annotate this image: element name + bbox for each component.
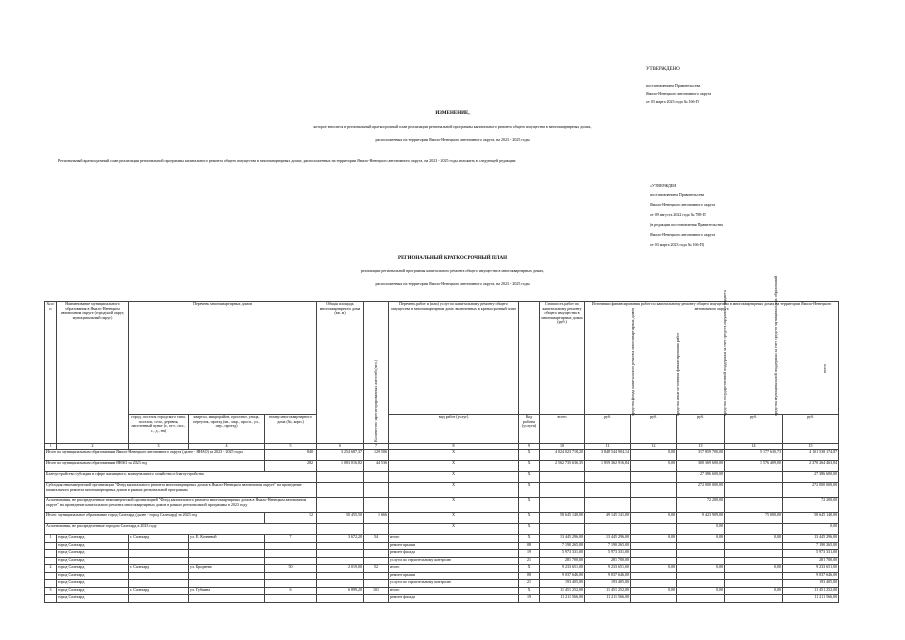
cell-f2: 0,00 (631, 461, 677, 472)
cell-f2 (631, 550, 677, 558)
cell-area (317, 472, 364, 483)
cell-f2 (631, 483, 677, 498)
cell-people (364, 595, 389, 603)
table-row (45, 450, 839, 461)
cell-area (317, 542, 364, 550)
head-house: номер многоквартирного дома (№, корп.) (265, 415, 317, 444)
cell-f5: 272 000 000,00 (783, 483, 839, 498)
cell-f2: 0,00 (631, 513, 677, 524)
cell-f2: 0,00 (631, 535, 677, 543)
table-row (45, 565, 839, 573)
table-row (45, 535, 839, 543)
cell-street (189, 572, 265, 580)
cell-f4 (725, 542, 783, 550)
cell-total: 9 233 651,00 (540, 565, 585, 573)
row-summary-label: Итого по муниципальным образованиям Ямало-Ненецкого автономного округа (далее - ЯНАО) за 2023 - 2025 годы (45, 450, 265, 461)
head-unit-4: руб. (725, 415, 783, 444)
title-line-2: расположенных на территории Ямало-Ненецкого автономного округа, на 2023 - 2025 годы (375, 137, 530, 142)
cell-f2 (631, 472, 677, 483)
cell-work: итого (389, 535, 519, 543)
cell-people (364, 524, 389, 535)
cell-f3: 72 200,00 (677, 498, 725, 513)
cell-n: 2 (45, 565, 57, 573)
cell-area (317, 498, 364, 513)
plan-title: РЕГИОНАЛЬНЫЙ КРАТКОСРОЧНЫЙ ПЛАН (398, 256, 507, 261)
head-city: город, поселок городского типа, поселок, село, деревня, населенный пункт (г., пгт., пос., с., д., нп) (129, 415, 189, 444)
cell-mo: город Салехард (57, 587, 129, 595)
cell-f4 (725, 572, 783, 580)
cell-work: итого (389, 565, 519, 573)
head-sub-work: вид работ (услуг) (389, 415, 519, 444)
fin-col-1-label: средства фонда капитального ремонта многоквартирных домов (630, 307, 635, 416)
head-works-group: Перечень работ и (или) услуг по капитальному ремонту общего имущества в многоквартирном доме, включенных в краткосрочный план (389, 302, 519, 415)
cell-f3: 9 423 909,00 (677, 513, 725, 524)
head-unit-1: руб. (585, 415, 631, 444)
cell-f1: 7 190 265,00 (585, 542, 631, 550)
approved2-line-4: (в редакции постановления Правительства (650, 222, 723, 227)
cell-f5: 281 700,00 (783, 557, 839, 565)
approved2-line-6: от 03 марта 2023 года № 166-П) (650, 242, 705, 247)
cell-f1: 281 700,00 (585, 557, 631, 565)
cell-f5: 9 037 646,00 (783, 572, 839, 580)
column-number: 2 (57, 444, 129, 450)
intro-paragraph: Региональный краткосрочный план реализации региональной программы капитального ремонта общего имущества в многоквартирных домах, расположенных на территории Ямало-Ненецкого автономного округа, на 2023 - 2025 годы изложить в следующей редакции: (58, 158, 517, 163)
table-row (45, 513, 839, 524)
approved-line-1: постановлением Правительства (646, 83, 701, 88)
row-summary-label: Благоустройство субсидия в сфере жилищного, коммунального хозяйства и благоустройства (45, 472, 317, 483)
cell-mo: город Салехард (57, 535, 129, 543)
cell-f5: 2 370 264 463,84 (783, 461, 839, 472)
cell-code: X (519, 565, 540, 573)
cell-area: 1 083 016,82 (317, 461, 364, 472)
cell-people: 54 (364, 535, 389, 543)
cell-f4: 1 576 409,00 (725, 461, 783, 472)
cell-house: 7 (265, 535, 317, 543)
column-number: 15 (783, 444, 839, 450)
cell-area: 3 254 687,37 (317, 450, 364, 461)
cell-f1 (585, 472, 631, 483)
cell-people (364, 550, 389, 558)
column-number: 14 (725, 444, 783, 450)
column-number: 13 (677, 444, 725, 450)
cell-total: 58 645 140,00 (540, 513, 585, 524)
cell-street (189, 550, 265, 558)
cell-code: 21 (519, 580, 540, 588)
cell-code: X (519, 587, 540, 595)
cell-f3: 300 369 600,00 (677, 461, 725, 472)
cell-total (540, 498, 585, 513)
cell-n: 3 (45, 587, 57, 595)
cell-f2: 0,00 (631, 565, 677, 573)
row-summary-label: Итого по муниципальным образованиям ЯНАО за 2023 год (45, 461, 265, 472)
cell-f5: 0,00 (783, 524, 839, 535)
cell-area (317, 595, 364, 603)
approved-line-2: Ямало-Ненецкого автономного округа (646, 91, 712, 96)
cell-city (129, 542, 189, 550)
cell-street (189, 542, 265, 550)
cell-f4: 5 177 630,73 (725, 450, 783, 461)
cell-f3 (677, 595, 725, 603)
cell-work: X (389, 472, 519, 483)
cell-f4: 75 000,00 (725, 513, 783, 524)
cell-work: ремонт крыши (389, 572, 519, 580)
cell-mo: город Салехард (57, 565, 129, 573)
approved-line-3: от 03 марта 2023 года № 166-П (646, 99, 699, 104)
cell-f5: 9 233 651,00 (783, 565, 839, 573)
plan-line-2: расположенных на территории Ямало-Ненецкого автономного округа, на 2023 - 2025 годы (375, 281, 530, 286)
head-sub-total: всего (540, 415, 585, 444)
cell-f5: 11 211 566,00 (783, 595, 839, 603)
cell-area (317, 580, 364, 588)
cell-code: X (519, 472, 540, 483)
cell-people (364, 542, 389, 550)
row-summary-label: Ассигнования, не распределенные городом Салехард в 2023 году (45, 524, 317, 535)
cell-area (317, 550, 364, 558)
cell-city (129, 580, 189, 588)
column-number: 5 (265, 444, 317, 450)
cell-work: X (389, 524, 519, 535)
cell-f5: 4 101 538 174,87 (783, 450, 839, 461)
cell-house (265, 572, 317, 580)
column-number: 4 (189, 444, 265, 450)
cell-n (45, 572, 57, 580)
cell-house: 6 (265, 587, 317, 595)
cell-street: ул. Броднева (189, 565, 265, 573)
table-row (45, 572, 839, 580)
column-number: 3 (129, 444, 189, 450)
cell-street: ул. Е. Кочневой (189, 535, 265, 543)
cell-house: 282 (307, 460, 314, 465)
cell-work: X (389, 461, 519, 472)
cell-area: 6 899,20 (317, 587, 364, 595)
cell-f4: 0,00 (725, 587, 783, 595)
cell-total: 2 562 735 636,35 (540, 461, 585, 472)
approved2-line-1: постановлением Правительства (650, 192, 705, 197)
cell-total: 11 211 566,00 (540, 595, 585, 603)
cell-people (364, 472, 389, 483)
cell-f1 (585, 483, 631, 498)
head-mo: Наименование муниципального образования в Ямало-Ненецком автономном округе (городской округ, муниципальный округ) (57, 302, 129, 444)
cell-f4 (725, 595, 783, 603)
cell-total (540, 524, 585, 535)
cell-house (265, 557, 317, 565)
cell-area (317, 557, 364, 565)
fin-col-2-label: средства иные источники финансирования работ (675, 332, 680, 416)
cell-area: 3 672,20 (317, 535, 364, 543)
plan-line-1: реализации региональной программы капитального ремонта общего имущества в многоквартирных домах, (360, 268, 545, 273)
column-number: 1 (45, 444, 57, 450)
cell-house (265, 542, 317, 550)
cell-code: X (519, 513, 540, 524)
table-row (45, 550, 839, 558)
cell-f4: 0,00 (725, 565, 783, 573)
cell-f1: 5 973 331,00 (585, 550, 631, 558)
table-row (45, 483, 839, 498)
cell-n (45, 542, 57, 550)
cell-f3: 272 000 000,00 (677, 483, 725, 498)
cell-f1: 11 211 566,00 (585, 595, 631, 603)
cell-total: 11 451 252,00 (540, 587, 585, 595)
cell-mo: город Салехард (57, 550, 129, 558)
cell-code: X (519, 450, 540, 461)
cell-total: 5 973 331,00 (540, 550, 585, 558)
cell-f1: 11 451 252,00 (585, 587, 631, 595)
table-row (45, 557, 839, 565)
cell-f2 (631, 572, 677, 580)
cell-area (317, 483, 364, 498)
column-number: 9 (519, 444, 540, 450)
cell-code: 21 (519, 557, 540, 565)
cell-people (364, 580, 389, 588)
cell-f5: 13 445 296,00 (783, 535, 839, 543)
cell-city (129, 595, 189, 603)
cell-f1 (585, 498, 631, 513)
cell-area (317, 524, 364, 535)
cell-f2 (631, 524, 677, 535)
cell-people (364, 498, 389, 513)
cell-f2 (631, 595, 677, 603)
table-row (45, 595, 839, 603)
cell-f3 (677, 550, 725, 558)
head-unit-5: руб. (783, 415, 839, 444)
cell-f1: 193 405,00 (585, 580, 631, 588)
cell-mo: город Салехард (57, 542, 129, 550)
cell-n (45, 557, 57, 565)
table-row (45, 542, 839, 550)
table-row (45, 587, 839, 595)
head-sub-code: Код работы (услуги) (519, 415, 540, 444)
cell-total: 281 700,00 (540, 557, 585, 565)
column-number: 10 (540, 444, 585, 450)
cell-code: 19 (519, 595, 540, 603)
cell-total: 193 405,00 (540, 580, 585, 588)
cell-mo: город Салехард (57, 595, 129, 603)
cell-f1: 13 445 296,00 (585, 535, 631, 543)
cell-people (364, 483, 389, 498)
cell-code: X (519, 535, 540, 543)
row-summary-label: Итого: муниципальное образование город Салехард (далее - город Салехард) за 2023 год (45, 513, 265, 524)
cell-code: X (519, 498, 540, 513)
head-people: Количество зарегистрированных жителей (чел.) (364, 302, 389, 444)
cell-total: 13 445 296,00 (540, 535, 585, 543)
cell-area (317, 572, 364, 580)
cell-city: г. Салехард (129, 565, 189, 573)
cell-people: 52 (364, 565, 389, 573)
cell-f3: 0,00 (677, 535, 725, 543)
approved2-line-3: от 09 августа 2022 года № 788-П (650, 212, 706, 217)
head-unit-3: руб. (677, 415, 725, 444)
cell-f5: 7 190 265,00 (783, 542, 839, 550)
table-row (45, 461, 839, 472)
cell-mo: город Салехард (57, 580, 129, 588)
cell-f3: 317 859 700,00 (677, 450, 725, 461)
cell-f1: 3 848 544 904,14 (585, 450, 631, 461)
cell-city (129, 572, 189, 580)
cell-house: 12 (309, 512, 314, 517)
cell-f2 (631, 580, 677, 588)
cell-work: X (389, 513, 519, 524)
cell-house: 840 (307, 449, 314, 454)
cell-n (45, 550, 57, 558)
fin-col-5-label: всего (822, 363, 827, 373)
approved-stamp: УТВЕРЖДЕНО (646, 67, 680, 72)
approved2-line-5: Ямало-Ненецкого автономного округа (650, 232, 716, 237)
cell-f5: 27 386 600,00 (783, 472, 839, 483)
cell-f5: 72 200,00 (783, 498, 839, 513)
fin-col-4-label: средства муниципальной поддержки за счет средств муниципальных образований (773, 275, 778, 416)
cell-f5: 5 973 331,00 (783, 550, 839, 558)
cell-f3: 0,00 (677, 565, 725, 573)
cell-street (189, 580, 265, 588)
cell-f3 (677, 580, 725, 588)
cell-f4 (725, 524, 783, 535)
cell-house (265, 580, 317, 588)
cell-f3 (677, 542, 725, 550)
cell-f4: 0,00 (725, 535, 783, 543)
cell-f1: 49 145 141,00 (585, 513, 631, 524)
cell-f2: 0,00 (631, 587, 677, 595)
table-row (45, 498, 839, 513)
cell-mo: город Салехард (57, 557, 129, 565)
cell-f3 (677, 572, 725, 580)
cell-n: 1 (45, 535, 57, 543)
cell-code: 19 (519, 550, 540, 558)
cell-work: услуги по строительному контролю (389, 580, 519, 588)
cell-f1: 1 859 362 916,84 (585, 461, 631, 472)
table-row (45, 524, 839, 535)
row-summary-label: Субсидия некоммерческой организации "Фонд капитального ремонта многоквартирных домов в Ямало-Ненецком автономном округе" на проведение капитального ремонта многоквартирных домов в рамках региональной программы (45, 483, 317, 498)
head-cost-group: Стоимость работ по капитальному ремонту общего имущества в многоквартирных домах (руб.) (540, 302, 585, 415)
cell-house (265, 595, 317, 603)
cell-street: ул. Губкина (189, 587, 265, 595)
cell-mo: город Салехард (57, 572, 129, 580)
cell-f3: 27 386 600,00 (677, 472, 725, 483)
cell-f4 (725, 580, 783, 588)
cell-f1 (585, 524, 631, 535)
cell-work: услуги по строительному контролю (389, 557, 519, 565)
fin-col-3-label: средства государственной поддержки за счет средств окружного бюджета (722, 290, 727, 416)
cell-n (45, 580, 57, 588)
cell-f4 (725, 550, 783, 558)
column-number: 8 (389, 444, 519, 450)
cell-work: ремонт крыши (389, 542, 519, 550)
cell-work: ремонт фасада (389, 550, 519, 558)
cell-people (364, 572, 389, 580)
cell-work: итого (389, 587, 519, 595)
approved2-title: «УТВЕРЖДЕН (650, 183, 677, 188)
head-unit-2: руб. (631, 415, 677, 444)
row-summary-label: Ассигнования, не распределенные некоммерческой организацией "Фонд капитального ремонта многоквартирных домов в Ямало-Ненецком автономном округе" на проведение капитального ремонта многоквартирных домов в рамках региональной программы в 2023 году (45, 498, 317, 513)
table-row (45, 472, 839, 483)
cell-f4 (725, 557, 783, 565)
cell-work: ремонт фасада (389, 595, 519, 603)
table-body (45, 444, 839, 603)
cell-f2 (631, 542, 677, 550)
cell-n (45, 595, 57, 603)
cell-f5: 58 645 140,00 (783, 513, 839, 524)
cell-total: 7 190 265,00 (540, 542, 585, 550)
cell-total: 9 037 646,00 (540, 572, 585, 580)
cell-total (540, 472, 585, 483)
cell-street (189, 557, 265, 565)
cell-area: 2 019,00 (317, 565, 364, 573)
head-address-group: Перечень многоквартирных домов (129, 302, 317, 415)
cell-code: 08 (519, 542, 540, 550)
approved2-line-2: Ямало-Ненецкого автономного округа (650, 202, 716, 207)
cell-people: 129 506 (364, 450, 389, 461)
cell-f2 (631, 557, 677, 565)
head-works-spacer (519, 302, 540, 415)
column-number: 12 (631, 444, 677, 450)
cell-f4 (725, 472, 783, 483)
cell-code: X (519, 483, 540, 498)
cell-f2 (631, 498, 677, 513)
cell-f4 (725, 498, 783, 513)
cell-f1: 9 037 646,00 (585, 572, 631, 580)
table-row (45, 580, 839, 588)
cell-f3 (677, 557, 725, 565)
cell-work: X (389, 483, 519, 498)
cell-city: г. Салехард (129, 535, 189, 543)
cell-city: г. Салехард (129, 587, 189, 595)
head-street: квартал, микрорайон, проспект, улица, переулок, проезд (кв., мкр., просп., ул., пер., проезд) (189, 415, 265, 444)
cell-f1: 9 233 651,00 (585, 565, 631, 573)
column-number: 6 (317, 444, 364, 450)
cell-work: X (389, 450, 519, 461)
cell-city (129, 557, 189, 565)
head-area: Общая площадь многоквартирного дома (кв. м) (317, 302, 364, 444)
cell-street (189, 595, 265, 603)
cell-f3: 0,00 (677, 524, 725, 535)
cell-code: 08 (519, 572, 540, 580)
cell-work: X (389, 498, 519, 513)
cell-f2: 0,00 (631, 450, 677, 461)
cell-f4 (725, 483, 783, 498)
cell-f3: 0,00 (677, 587, 725, 595)
column-number: 11 (585, 444, 631, 450)
cell-people: 1 666 (364, 513, 389, 524)
cell-f5: 11 451 252,00 (783, 587, 839, 595)
cell-city (129, 550, 189, 558)
cell-house (265, 550, 317, 558)
column-number: 7 (364, 444, 389, 450)
cell-f5: 193 405,00 (783, 580, 839, 588)
cell-code: X (519, 524, 540, 535)
cell-people: 44 536 (364, 461, 389, 472)
cell-area: 50 455,50 (317, 513, 364, 524)
cell-house: 50 (265, 565, 317, 573)
document-title: ИЗМЕНЕНИЕ, (435, 111, 470, 116)
title-line-1: которое вносится в региональный краткосрочный план реализации региональной программы капитального ремонта общего имущества в многоквартирных домах, (313, 124, 592, 129)
cell-people: 101 (364, 587, 389, 595)
head-num: № п/п (45, 302, 57, 444)
head-fin-group: Источники финансирования работ по капитальному ремонту общего имущества в многоквартирных домах на территории Ямало-Ненецкого автономного округа (585, 302, 839, 415)
cell-code: X (519, 461, 540, 472)
cell-total (540, 483, 585, 498)
cell-people (364, 557, 389, 565)
cell-total: 4 024 023 718,20 (540, 450, 585, 461)
